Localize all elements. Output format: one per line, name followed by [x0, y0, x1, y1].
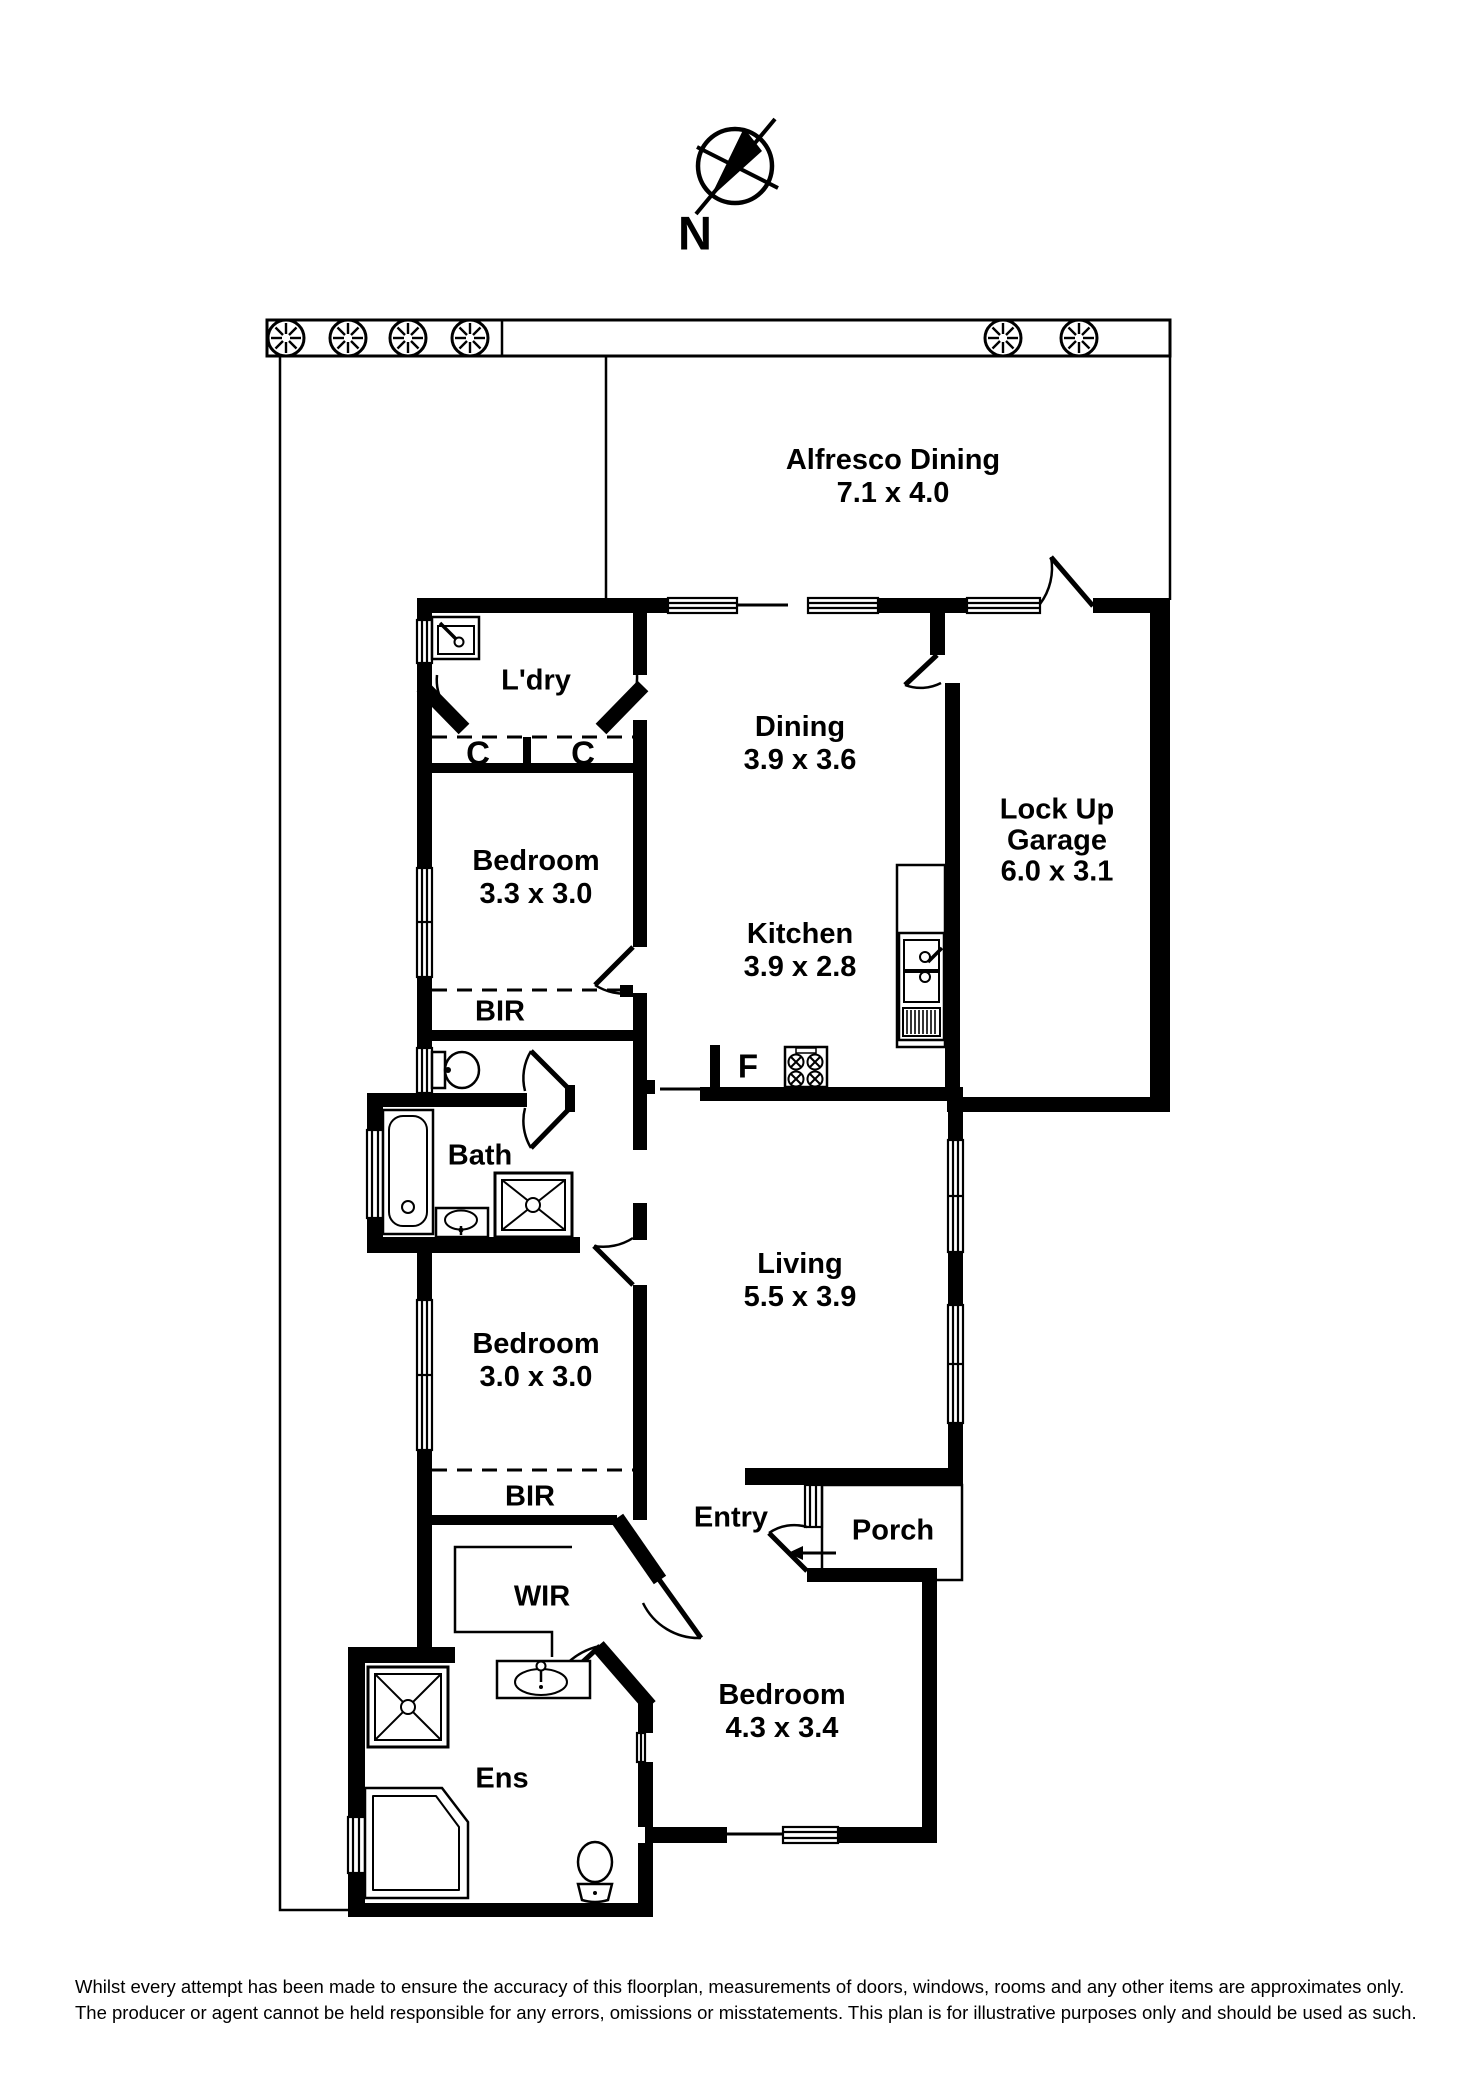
- room-label-entry: Entry: [693, 1501, 769, 1534]
- room-label-bedroom2: Bedroom 3.0 x 3.0: [472, 1328, 600, 1393]
- wc-door: [523, 1051, 568, 1091]
- disclaimer-line-2: The producer or agent cannot be held responsible for any errors, omissions or misstatements. This plan is for illustrative purposes only and should be used as such.: [75, 2002, 1417, 2023]
- room-label-laundry: L'dry: [501, 664, 571, 697]
- room-label-garage: Lock Up Garage 6.0 x 3.1: [999, 793, 1115, 888]
- ens-toilet-icon: [578, 1842, 612, 1902]
- closet-label-right: C: [571, 734, 595, 772]
- room-label-ens: Ens: [475, 1762, 529, 1795]
- ens-shower-icon: [368, 1667, 448, 1747]
- disclaimer-line-1: Whilst every attempt has been made to ensure the accuracy of this floorplan, measurements of doors, windows, rooms and any other items are approximates only.: [75, 1976, 1405, 1997]
- room-label-bedroom3: Bedroom 4.3 x 3.4: [718, 1679, 846, 1744]
- sill-lines: [660, 605, 788, 1834]
- bath-vanity-basin-icon: [436, 1208, 488, 1237]
- bedroom2-door: [594, 1238, 633, 1285]
- room-label-bath: Bath: [447, 1139, 513, 1172]
- disclaimer-text: [75, 1974, 1417, 2026]
- fridge-label: F: [737, 1047, 759, 1085]
- robe-label-bir2: BIR: [505, 1480, 555, 1513]
- bathtub-icon: [383, 1110, 433, 1234]
- bedroom3-door: [643, 1578, 701, 1638]
- room-label-alfresco: Alfresco Dining 7.1 x 4.0: [785, 444, 1001, 509]
- compass-north-label: N: [678, 206, 712, 260]
- robe-label-bir1: BIR: [475, 995, 525, 1028]
- stove-icon: [785, 1047, 827, 1087]
- compass-icon: [696, 119, 778, 214]
- room-label-bedroom1: Bedroom 3.3 x 3.0: [472, 845, 600, 910]
- laundry-tub-icon: [432, 617, 479, 659]
- room-label-kitchen: Kitchen 3.9 x 2.8: [743, 918, 857, 983]
- room-label-wir: WIR: [513, 1580, 571, 1613]
- garage-internal-door: [905, 655, 941, 688]
- garage-external-door: [1040, 557, 1093, 606]
- bath-shower-icon: [495, 1173, 572, 1237]
- room-label-dining: Dining 3.9 x 3.6: [743, 711, 857, 776]
- room-label-porch: Porch: [851, 1514, 935, 1547]
- ens-vanity-basin-icon: [497, 1661, 590, 1698]
- bath-door: [523, 1108, 568, 1148]
- kitchen-sink-icon: [897, 865, 945, 1047]
- room-label-living: Living 5.5 x 3.9: [743, 1248, 857, 1313]
- corner-spa-icon: [365, 1788, 468, 1898]
- toilet-icon: [432, 1052, 479, 1088]
- closet-label-left: C: [466, 734, 490, 772]
